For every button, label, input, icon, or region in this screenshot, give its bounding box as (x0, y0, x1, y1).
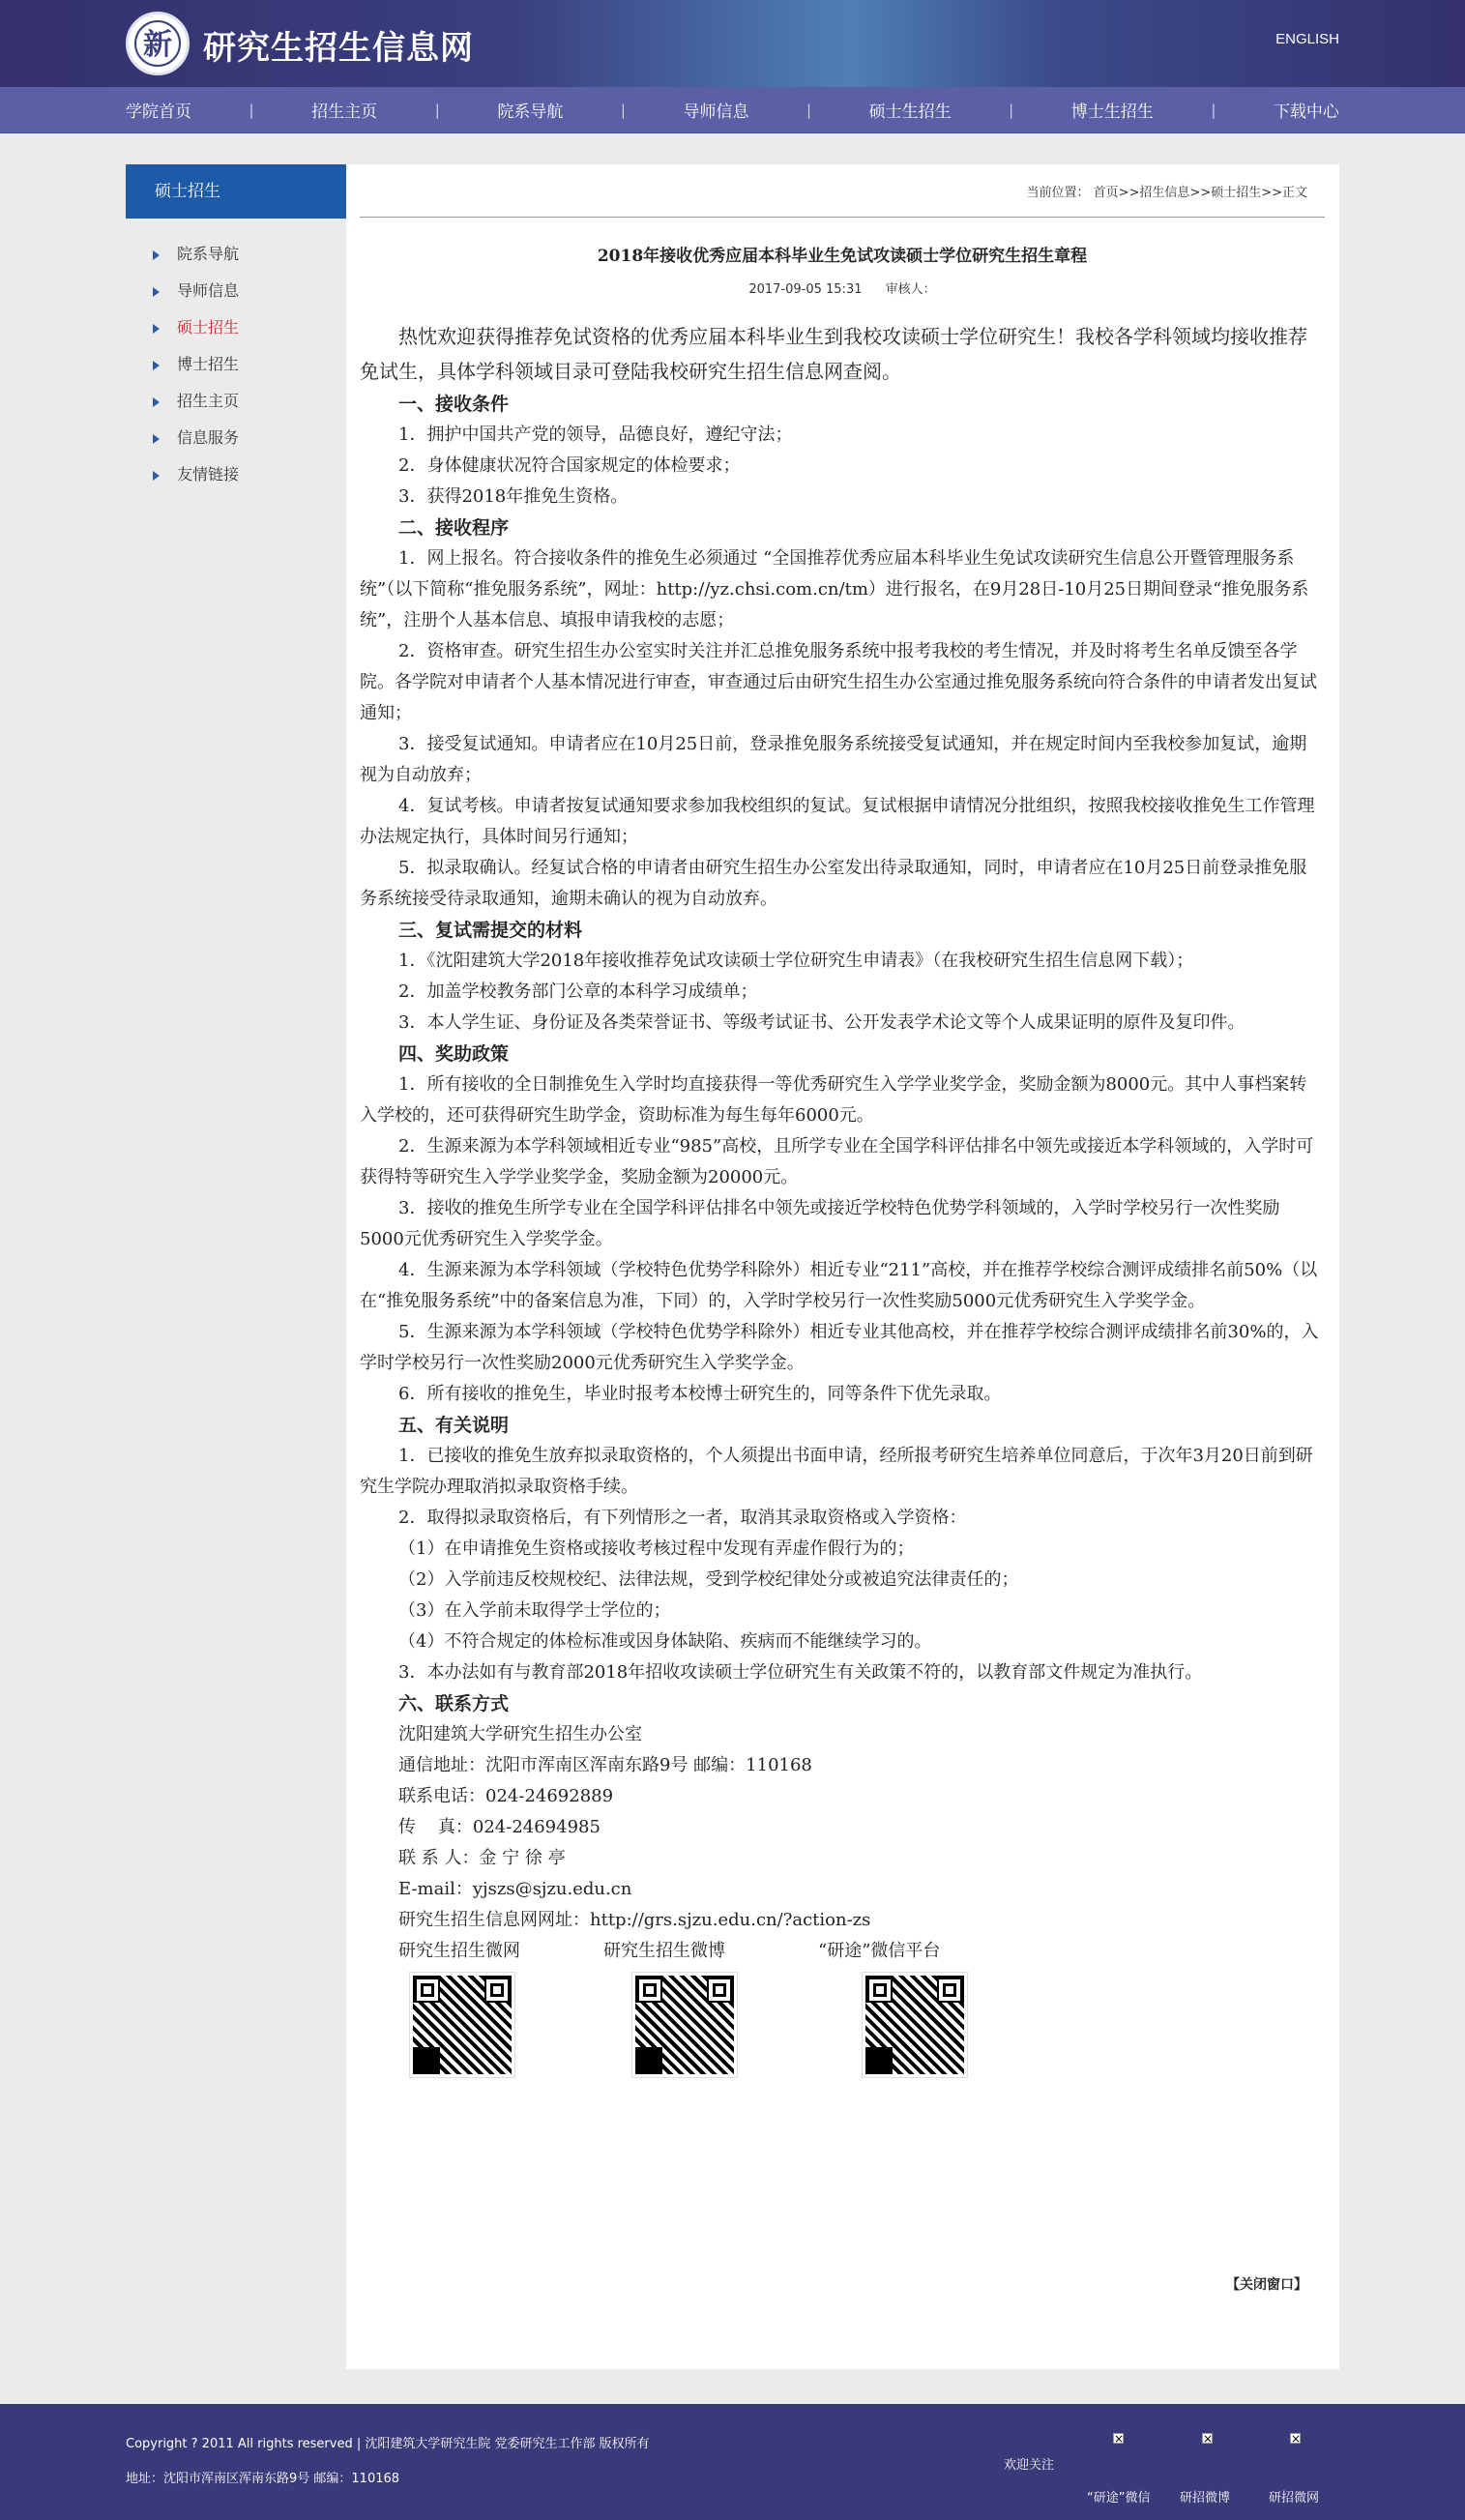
paragraph: 4．生源来源为本学科领域（学校特色优势学科除外）相近专业“211”高校，并在推荐学校综合测评成绩排名前50%（以在“推免服务系统”中的备案信息为准，下同）的，入学时学校另行一次性奖励5000元优秀研究生入学奖学金。 (360, 1260, 1318, 1311)
qr-code-icon (632, 1973, 737, 2077)
sidebar-item-label: 院系导航 (177, 245, 240, 263)
article-title: 2018年接收优秀应届本科毕业生免试攻读硕士学位研究生招生章程 (597, 247, 1088, 266)
main-container (126, 164, 1339, 2369)
triangle-bullet-icon (153, 471, 160, 481)
school-logo[interactable] (126, 12, 190, 75)
footer-link-wechat[interactable]: “研途”微信 (1087, 2491, 1151, 2505)
article-reviewer: 审核人： (885, 282, 936, 297)
site-footer (0, 2404, 1465, 2520)
footer-link-microsite[interactable]: 研招微网 (1269, 2491, 1320, 2505)
nav-separator: | (1009, 101, 1014, 119)
paragraph: 3．获得2018年推免生资格。 (398, 486, 629, 507)
qr-code-icon (863, 1973, 967, 2077)
paragraph: 1．网上报名。符合接收条件的推免生必须通过 “全国推荐优秀应届本科毕业生免试攻读研究生信息公开暨管理服务系统”（以下简称“推免服务系统”，网址：http://yz.chsi.com.cn/tm）进行报名，在9月28日-10月25日期间登录“推免服务系统”，注册个人基本信息、填报申请我校的志愿； (360, 548, 1309, 630)
nav-separator: | (620, 101, 626, 119)
sidebar-item-admissions-home[interactable] (126, 383, 346, 420)
paragraph: 2．加盖学校教务部门公章的本科学习成绩单； (398, 982, 758, 1002)
paragraph: 1．已接收的推免生放弃拟录取资格的，个人须提出书面申请，经所报考研究生培养单位同意后，于次年3月20日前到研究生学院办理取消拟录取资格手续。 (360, 1446, 1313, 1497)
sidebar-heading: 硕士招生 (126, 164, 346, 219)
paragraph: 3．接受复试通知。申请者应在10月25日前，登录推免服务系统接受复试通知，并在规定时间内至我校参加复试，逾期视为自动放弃； (360, 734, 1307, 785)
article-date: 2017-09-05 15:31 (748, 282, 863, 297)
paragraph: 3．本办法如有与教育部2018年招收攻读硕士学位研究生有关政策不符的，以教育部文件规定为准执行。 (398, 1662, 1203, 1683)
triangle-bullet-icon (153, 361, 160, 370)
paragraph: 2．资格审查。研究生招生办公室实时关注并汇总推免服务系统中报考我校的考生情况，并及时将考生名单反馈至各学院。各学院对申请者个人基本情况进行审查，审查通过后由研究生招生办公室通过推免服务系统向符合条件的申请者发出复试通知； (360, 641, 1317, 723)
article-body (360, 319, 1322, 2077)
contact-website[interactable]: 研究生招生信息网网址：http://grs.sjzu.edu.cn/?action-zs (398, 1910, 871, 1930)
site-header (0, 0, 1465, 87)
nav-departments[interactable]: 院系导航 (497, 103, 564, 122)
sidebar-item-label: 信息服务 (177, 428, 240, 447)
section-heading: 一、接收条件 (398, 394, 510, 415)
contact-email[interactable]: E-mail：yjszs@sjzu.edu.cn (398, 1879, 632, 1899)
qr-label-wechat: “研途”微信平台 (818, 1941, 941, 1961)
contact-person: 联 系 人：金 宁 徐 亭 (398, 1848, 566, 1868)
sidebar-item-doctoral[interactable] (126, 346, 346, 383)
logo-glyph: 新 (134, 20, 181, 67)
sidebar-item-master[interactable] (126, 309, 346, 346)
nav-doctoral-admissions[interactable]: 博士生招生 (1070, 103, 1154, 122)
sub-item: （1）在申请推免生资格或接收考核过程中发现有弄虚作假行为的； (398, 1538, 915, 1559)
close-window-link[interactable]: 【关闭窗口】 (1226, 2277, 1307, 2293)
sidebar-item-links[interactable] (126, 456, 346, 493)
nav-separator: | (434, 101, 440, 119)
sidebar-menu (126, 219, 346, 493)
sidebar-item-label: 导师信息 (177, 281, 240, 300)
paragraph: 1．《沈阳建筑大学2018年接收推荐免试攻读硕士学位研究生申请表》（在我校研究生招生信息网下载）； (398, 951, 1194, 971)
sidebar-item-departments[interactable] (126, 236, 346, 273)
footer-copyright: Copyright ? 2011 All rights reserved | 沈阳建筑大学研究生院 党委研究生工作部 版权所有 (126, 2437, 650, 2451)
paragraph: 2．身体健康状况符合国家规定的体检要求； (398, 455, 741, 476)
qr-label-microsite: 研究生招生微网 (398, 1941, 520, 1961)
sidebar (126, 164, 346, 2369)
triangle-bullet-icon (153, 250, 160, 260)
footer-link-weibo[interactable]: 研招微博 (1180, 2491, 1231, 2505)
paragraph: 6．所有接收的推免生，毕业时报考本校博士研究生的，同等条件下优先录取。 (398, 1384, 1002, 1404)
sidebar-item-label: 博士招生 (177, 355, 240, 373)
paragraph: 5．拟录取确认。经复试合格的申请者由研究生招生办公室发出待录取通知，同时，申请者应在10月25日前登录推免服务系统接受待录取通知，逾期未确认的视为自动放弃。 (360, 858, 1307, 909)
qr-code-icon (410, 1973, 514, 2077)
section-heading: 五、有关说明 (398, 1415, 510, 1436)
nav-separator: | (806, 101, 812, 119)
nav-admissions-home[interactable]: 招生主页 (311, 103, 378, 122)
paragraph: 4．复试考核。申请者按复试通知要求参加我校组织的复试。复试根据申请情况分批组织，按照我校接收推免生工作管理办法规定执行，具体时间另行通知； (360, 796, 1315, 847)
breadcrumb-divider (360, 217, 1325, 218)
nav-supervisors[interactable]: 导师信息 (683, 103, 749, 122)
breadcrumb[interactable]: 当前位置： 首页>>招生信息>>硕士招生>>正文 (1026, 186, 1307, 200)
sidebar-item-label: 友情链接 (177, 465, 240, 483)
qr-code-row (360, 1973, 1322, 2077)
contact-address: 通信地址：沈阳市浑南区浑南东路9号 邮编：110168 (398, 1755, 812, 1775)
english-link[interactable]: ENGLISH (1275, 31, 1339, 47)
paragraph: 2．生源来源为本学科领域相近专业“985”高校，且所学专业在全国学科评估排名中领先或接近本学科领域的，入学时可获得特等研究生入学学业奖学金，奖励金额为20000元。 (360, 1136, 1314, 1187)
triangle-bullet-icon (153, 397, 160, 407)
section-heading: 二、接收程序 (398, 517, 510, 539)
broken-image-icon[interactable] (1290, 2433, 1301, 2444)
contact-phone: 联系电话：024-24692889 (398, 1786, 614, 1806)
contact-fax: 传 真：024-24694985 (398, 1817, 601, 1837)
nav-home[interactable]: 学院首页 (126, 103, 191, 122)
triangle-bullet-icon (153, 287, 160, 297)
paragraph: 3．接收的推免生所学专业在全国学科评估排名中领先或接近学校特色优势学科领域的，入学时学校另行一次性奖励5000元优秀研究生入学奖学金。 (360, 1198, 1280, 1249)
sidebar-item-supervisors[interactable] (126, 273, 346, 309)
footer-welcome: 欢迎关注 (1004, 2458, 1055, 2473)
broken-image-icon[interactable] (1202, 2433, 1213, 2444)
sub-item: （4）不符合规定的体检标准或因身体缺陷、疾病而不能继续学习的。 (398, 1631, 932, 1652)
sub-item: （2）入学前违反校规校纪、法律法规，受到学校纪律处分或被追究法律责任的； (398, 1569, 1019, 1590)
section-heading: 六、联系方式 (398, 1693, 510, 1714)
triangle-bullet-icon (153, 434, 160, 444)
article-meta (360, 278, 1325, 297)
paragraph: 1．拥护中国共产党的领导，品德良好，遵纪守法； (398, 425, 793, 445)
nav-separator: | (1211, 101, 1216, 119)
main-nav (0, 87, 1465, 133)
paragraph: 1．所有接收的全日制推免生入学时均直接获得一等优秀研究生入学学业奖学金，奖励金额为8000元。其中人事档案转入学校的，还可获得研究生助学金，资助标准为每生每年6000元。 (360, 1074, 1307, 1126)
sidebar-item-label: 招生主页 (177, 392, 240, 410)
broken-image-icon[interactable] (1113, 2433, 1124, 2444)
section-heading: 四、奖助政策 (398, 1043, 510, 1065)
paragraph: 3．本人学生证、身份证及各类荣誉证书、等级考试证书、公开发表学术论文等个人成果证明的原件及复印件。 (398, 1012, 1245, 1033)
sidebar-item-info-service[interactable] (126, 420, 346, 456)
contact-office: 沈阳建筑大学研究生招生办公室 (398, 1724, 642, 1744)
nav-master-admissions[interactable]: 硕士生招生 (868, 103, 952, 122)
qr-labels (360, 1936, 1322, 1967)
qr-label-weibo: 研究生招生微博 (603, 1941, 725, 1961)
paragraph: 2．取得拟录取资格后，有下列情形之一者，取消其录取资格或入学资格： (398, 1508, 967, 1528)
triangle-bullet-icon (153, 324, 160, 334)
footer-address: 地址：沈阳市浑南区浑南东路9号 邮编：110168 (126, 2472, 400, 2486)
sidebar-item-label: 硕士招生 (177, 318, 240, 337)
article-intro: 热忱欢迎获得推荐免试资格的优秀应届本科毕业生到我校攻读硕士学位研究生！我校各学科领域均接收推荐免试生，具体学科领域目录可登陆我校研究生招生信息网查阅。 (360, 325, 1307, 383)
site-title: 研究生招生信息网 (203, 29, 474, 68)
nav-separator: | (249, 101, 254, 119)
sub-item: （3）在入学前未取得学士学位的； (398, 1600, 671, 1621)
paragraph: 5．生源来源为本学科领域（学校特色优势学科除外）相近专业其他高校，并在推荐学校综合测评成绩排名前30%的，入学时学校另行一次性奖励2000元优秀研究生入学奖学金。 (360, 1322, 1319, 1373)
nav-downloads[interactable]: 下载中心 (1273, 103, 1339, 122)
section-heading: 三、复试需提交的材料 (398, 920, 583, 941)
